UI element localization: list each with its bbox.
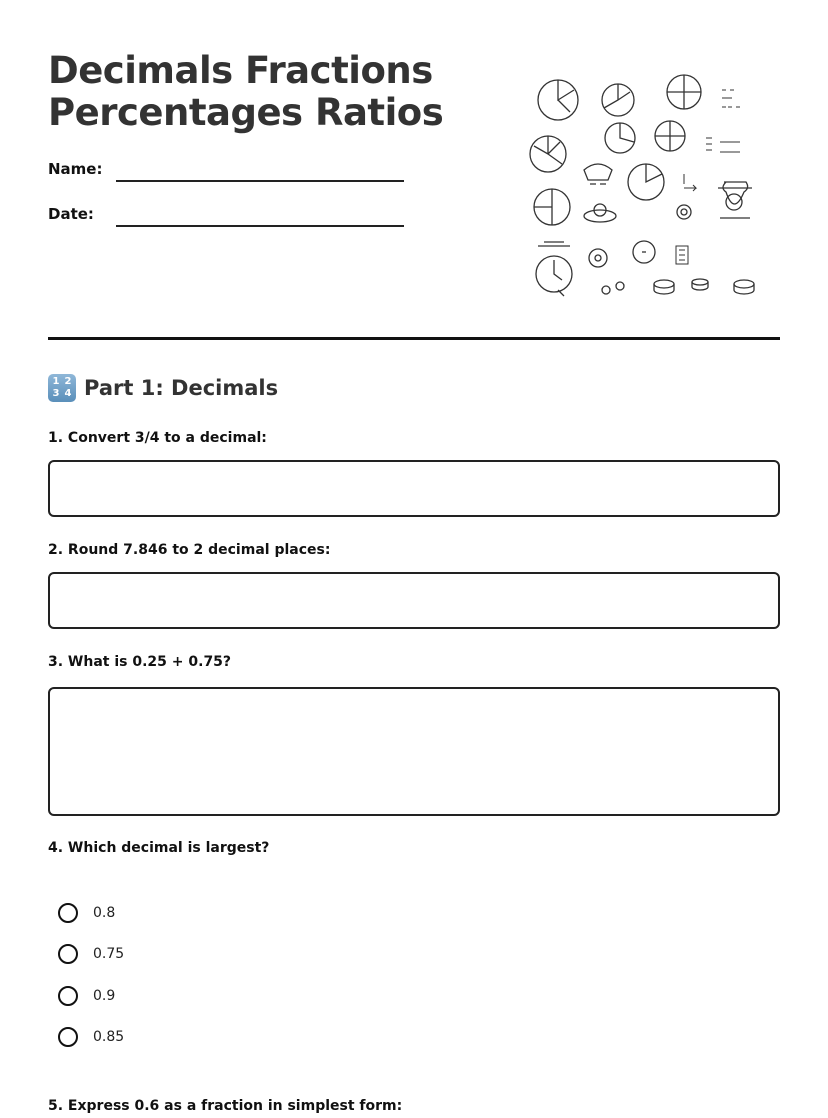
spiral-icon xyxy=(677,205,691,219)
pie-chart-icon xyxy=(605,123,635,153)
dish-icon xyxy=(584,204,616,222)
section-title: Part 1: Decimals xyxy=(84,376,279,400)
ruler-icon xyxy=(676,246,688,264)
question-4-option-3[interactable] xyxy=(58,986,115,1006)
header-divider xyxy=(48,337,780,340)
pie-chart-icon xyxy=(667,75,701,109)
name-label: Name: xyxy=(48,160,103,178)
pie-chart-icon xyxy=(655,121,685,151)
section-header-decimals xyxy=(48,374,278,402)
question-3-answer-box[interactable] xyxy=(48,687,780,816)
radio-button[interactable] xyxy=(58,986,78,1006)
pie-chart-icon xyxy=(538,80,578,120)
option-label: 0.85 xyxy=(93,1029,125,1045)
arrow-icon xyxy=(684,174,696,191)
name-field-line[interactable] xyxy=(116,180,404,182)
coins-icon xyxy=(602,282,624,294)
question-1-answer-box[interactable] xyxy=(48,460,780,517)
question-4-option-1[interactable] xyxy=(58,903,115,923)
option-label: 0.9 xyxy=(93,988,116,1004)
coin-stack-icon xyxy=(692,279,708,290)
pie-chart-icon xyxy=(602,84,634,116)
coin-icon xyxy=(633,241,655,263)
question-4-label: 4. Which decimal is largest? xyxy=(48,840,270,856)
date-field-line[interactable] xyxy=(116,225,404,227)
option-label: 0.75 xyxy=(93,946,125,962)
pie-chart-icon xyxy=(530,136,566,172)
fraction-symbols-icon xyxy=(706,138,740,152)
scale-icon xyxy=(718,182,752,218)
radio-button[interactable] xyxy=(58,903,78,923)
question-2-answer-box[interactable] xyxy=(48,572,780,629)
question-4-option-4[interactable] xyxy=(58,1027,124,1047)
question-1-label: 1. Convert 3/4 to a decimal: xyxy=(48,430,267,446)
fraction-symbols-icon xyxy=(722,90,740,107)
radio-button[interactable] xyxy=(58,1027,78,1047)
pie-chart-icon xyxy=(534,189,570,225)
date-label: Date: xyxy=(48,205,94,223)
option-label: 0.8 xyxy=(93,905,116,921)
worksheet-title xyxy=(48,50,443,134)
timer-icon xyxy=(536,242,572,296)
title-line-1: Decimals Fractions xyxy=(48,49,433,92)
bell-icon xyxy=(584,164,612,184)
input-numbers-emoji-icon: 1 2 3 4 xyxy=(48,374,76,402)
coin-stack-icon xyxy=(654,280,674,294)
title-line-2: Percentages Ratios xyxy=(48,91,444,134)
math-clipart-icon xyxy=(524,70,764,302)
radio-button[interactable] xyxy=(58,944,78,964)
question-3-label: 3. What is 0.25 + 0.75? xyxy=(48,654,232,670)
question-2-label: 2. Round 7.846 to 2 decimal places: xyxy=(48,542,331,558)
question-5-label: 5. Express 0.6 as a fraction in simplest form: xyxy=(48,1098,403,1114)
coin-stack-icon xyxy=(734,280,754,294)
question-4-option-2[interactable] xyxy=(58,944,124,964)
pie-chart-icon xyxy=(628,164,664,200)
coin-icon xyxy=(589,249,607,267)
